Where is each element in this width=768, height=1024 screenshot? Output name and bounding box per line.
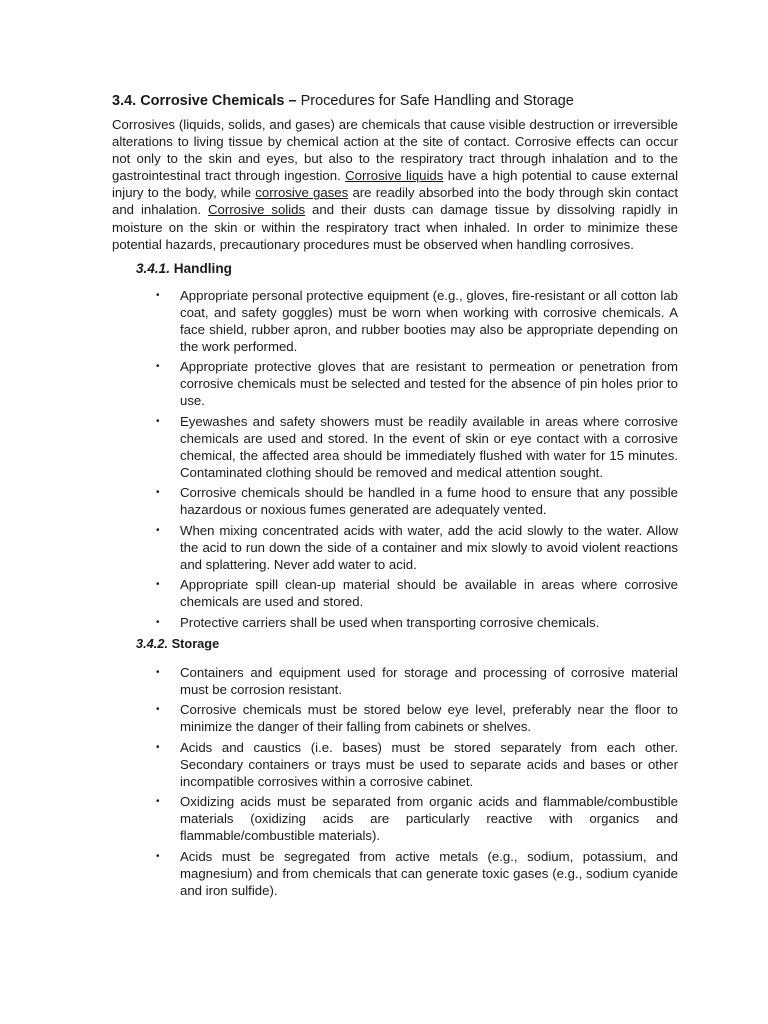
list-item-text: Containers and equipment used for storage and processing of corrosive material must be corrosion resistant. — [180, 664, 678, 697]
intro-text-4: and their dusts can damage tissue by dissolving rapidly in moisture on the skin or within the respiratory tract when inhaled. In order to minimize these potential hazards, precautionary procedures must be observed when handling corrosives. — [112, 202, 678, 252]
bullet-icon: • — [156, 796, 160, 808]
storage-heading — [136, 635, 678, 653]
handling-number: 3.4.1. — [136, 260, 171, 276]
list-item-text: Appropriate spill clean-up material should be available in areas where corrosive chemicals are used and stored. — [180, 577, 678, 610]
list-item-text: Appropriate protective gloves that are resistant to permeation or penetration from corrosive chemicals must be selected and tested for the absence of pin holes prior to use. — [180, 359, 678, 409]
intro-text-2: have a high potential to cause external injury to the body, while — [112, 168, 678, 201]
handling-heading — [136, 260, 678, 278]
list-item-text: Acids must be segregated from active metals (e.g., sodium, potassium, and magnesium) and from chemicals that can generate toxic gases (e.g., sodium cyanide and iron sulfide). — [180, 848, 678, 898]
bullet-icon: • — [156, 850, 160, 862]
document-page — [112, 92, 678, 903]
storage-label: Storage — [168, 635, 220, 651]
list-item-text: Oxidizing acids must be separated from organic acids and flammable/combustible materials (oxidizing acids are particularly reactive with organics and flammable/combustible materials). — [180, 794, 678, 844]
list-item-text: Acids and caustics (i.e. bases) must be stored separately from each other. Secondary containers or trays must be used to separate acids and bases or other incompatible corrosives within a corrosive cabinet. — [180, 739, 678, 789]
list-item — [112, 701, 678, 735]
intro-term-corrosive-liquids: Corrosive liquids — [345, 168, 444, 184]
list-item-text: Corrosive chemicals should be handled in a fume hood to ensure that any possible hazardous or noxious fumes generated are adequately vented. — [180, 485, 678, 518]
section-title-bold: 3.4. Corrosive Chemicals – — [112, 93, 297, 109]
intro-term-corrosive-solids: Corrosive solids — [208, 202, 306, 218]
list-item — [112, 358, 678, 409]
bullet-icon: • — [156, 415, 160, 427]
bullet-icon: • — [156, 741, 160, 753]
list-item-text: Appropriate personal protective equipment (e.g., gloves, fire-resistant or all cotton lab coat, and safety goggles) must be worn when working with corrosive chemicals. A face shield, rubber apron, and rubber booties may also be appropriate depending on the work performed. — [180, 287, 678, 354]
list-item — [112, 664, 678, 698]
bullet-icon: • — [156, 666, 160, 678]
list-item-text: Corrosive chemicals must be stored below eye level, preferably near the floor to minimize the danger of their falling from cabinets or shelves. — [180, 702, 678, 735]
handling-label: Handling — [170, 260, 232, 276]
bullet-icon: • — [156, 616, 160, 628]
bullet-icon: • — [156, 289, 160, 301]
list-item — [112, 848, 678, 899]
storage-list — [112, 664, 678, 899]
list-item-text: When mixing concentrated acids with water, add the acid slowly to the water. Allow the acid to run down the side of a container and mix slowly to avoid violent reactions and splattering. Never add water to acid. — [180, 522, 678, 572]
list-item — [112, 614, 678, 631]
list-item — [112, 484, 678, 518]
list-item — [112, 793, 678, 844]
bullet-icon: • — [156, 487, 160, 499]
bullet-icon: • — [156, 524, 160, 536]
bullet-icon: • — [156, 704, 160, 716]
bullet-icon: • — [156, 579, 160, 591]
list-item — [112, 522, 678, 573]
bullet-icon: • — [156, 361, 160, 373]
section-title — [112, 92, 678, 110]
list-item-text: Eyewashes and safety showers must be readily available in areas where corrosive chemicals are used and stored. In the event of skin or eye contact with a corrosive chemical, the affected area should be immediately flushed with water for 15 minutes. Contaminated clothing should be removed and medical attention sought. — [180, 413, 678, 480]
storage-number: 3.4.2. — [136, 635, 169, 651]
list-item — [112, 739, 678, 790]
list-item — [112, 576, 678, 610]
intro-term-corrosive-gases: corrosive gases — [255, 185, 349, 201]
list-item — [112, 413, 678, 481]
list-item-text: Protective carriers shall be used when transporting corrosive chemicals. — [180, 614, 600, 630]
intro-text-3: are readily absorbed into the body through skin contact and inhalation. — [112, 185, 679, 218]
handling-list — [112, 287, 678, 631]
section-subtitle: Procedures for Safe Handling and Storage — [296, 93, 574, 109]
intro-text-1: Corrosives (liquids, solids, and gases) are chemicals that cause visible destruction or irreversible alterations to living tissue by chemical action at the site of contact. Corrosive effects can occur not only to the skin and eyes, but also to the respiratory tract through inhalation and to the gastrointestinal tract through ingestion. — [112, 117, 678, 184]
list-item — [112, 287, 678, 355]
intro-paragraph — [112, 116, 678, 253]
